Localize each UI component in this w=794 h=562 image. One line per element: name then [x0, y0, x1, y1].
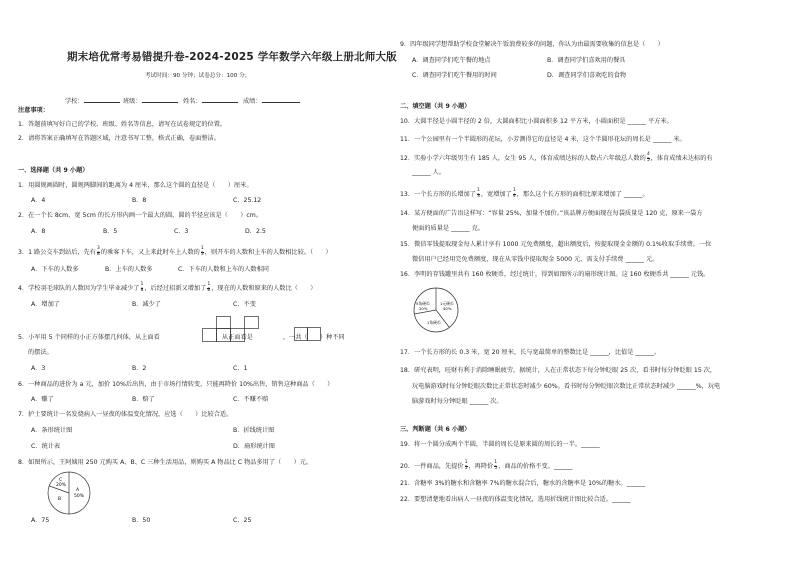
fraction: $\frac{1}{3}$	[476, 188, 480, 199]
notes-heading: 注意事项：	[18, 107, 49, 114]
right-column	[398, 0, 794, 562]
fraction: $\frac{1}{5}$	[464, 460, 468, 471]
option: D．扇形统计图	[233, 443, 275, 450]
option: A．增加了	[31, 301, 60, 308]
option: A．条形统计图	[31, 427, 73, 434]
question-text: 便面的质量是 ______ 克。	[412, 225, 484, 232]
option: A．75	[31, 517, 50, 524]
option: C．1	[233, 365, 248, 372]
option: B．上车的人数多	[105, 266, 153, 273]
pie-label-one-yuan: 1元硬币	[440, 301, 454, 306]
question-text: 11．一个公园里有一个半圆形的花坛，小芳测得它的直径是 4 米，这个半圆形花坛的周长是 ______ 米。	[400, 136, 686, 143]
option: C．25	[233, 517, 252, 524]
question-text: ______ 人。	[412, 169, 445, 176]
pie-chart-q8	[46, 470, 92, 516]
exam-meta: 考试时间：90 分钟；试卷总分：100 分；	[145, 73, 251, 79]
option: C．调查同学们吃午餐用的时间	[412, 72, 497, 79]
pie-label-five-jiao: 5角硬币	[416, 301, 430, 306]
option: B．50	[132, 517, 151, 524]
pie-label-c-pct: 20%	[56, 483, 67, 488]
option: C．25.12	[233, 197, 262, 204]
field-score: 成绩：	[243, 96, 300, 106]
question-text: 19．将一个圆分成两个半圆，半圆的周长是原来圆的周长的一半。______	[400, 441, 600, 448]
option: B．8	[132, 197, 147, 204]
question-text: 10．大圆半径是小圆半径的 2 倍，大圆面积比小圆面积多 12 平方米，小圆面积是 ______ 平方米。	[400, 118, 673, 125]
fraction: $\frac{3}{8}$	[96, 246, 100, 257]
question-text: 脑游戏时每分钟眨眼 ______ 次。	[412, 398, 503, 405]
question-text: 的摆法。	[28, 349, 53, 356]
option: C．3	[174, 228, 189, 235]
question-text: 20．一件商品，先提价 $\frac{1}{5}$ ，再降价 $\frac{1}{5}$ ，商品的价格不变。______	[400, 460, 573, 471]
question-text: 6．一种商品的进价为 a 元，加价 10%后出售，由于市场行情转变，只能再降价 10%出售，销售这种商品（ ）	[18, 381, 334, 388]
question-text: 12．实验小学六年级男生有 185 人，女生 95 人，体育成绩达标的人数占六年级总人数的 $\frac{4}{5}$ ，体育成绩未达标的有	[400, 152, 713, 163]
option: B．2	[132, 365, 147, 372]
option: A．调查同学们吃午餐的地点	[412, 57, 491, 64]
pie-label-a: A	[76, 488, 80, 493]
fraction: $\frac{1}{8}$	[207, 282, 211, 293]
option: C．统计表	[31, 443, 61, 450]
pie-label-a-pct: 50%	[74, 494, 85, 499]
option: C．不变	[233, 301, 256, 308]
fraction: $\frac{1}{8}$	[140, 282, 144, 293]
front-view-figure	[294, 327, 322, 341]
question-text: 14．某方便面的广告语这样写：“容量 25%，加量不加价。”该品牌方便面现在每袋质量是 120 克，原来一袋方	[400, 210, 703, 217]
field-name: 姓名：	[183, 96, 238, 106]
option: C．不赚不赔	[233, 396, 269, 403]
fraction: $\frac{4}{5}$	[646, 152, 650, 163]
question-text: 9．四年级同学想帮助学校食堂解决午饭浪费较多的问题，你认为由最需要收集的信息是（ ）	[400, 41, 664, 48]
option: A．3	[31, 365, 46, 372]
question-text: 22．要想清楚地看出病人一昼夜的体温变化情况，选用折线统计图比较合适。______	[400, 496, 631, 503]
pie-label-one-jiao: 1角硬币	[427, 320, 441, 325]
question-text: 4．学校羽毛球队的人数因为学生毕业减少了 $\frac{1}{8}$ ，后经过招新又增加了 $\frac{1}{8}$ ，现在的人数和原来的人数比（ ）	[18, 282, 317, 293]
option: A．赚了	[31, 396, 54, 403]
pie-chart-q16	[412, 286, 460, 334]
left-column	[0, 0, 395, 562]
question-text: 13．一个长方形的长增加了 $\frac{1}{3}$ ，宽增加了 $\frac{1}{4}$ ，那么这个长方形的面积比原来增加了 ______。	[400, 188, 649, 199]
question-text: 玩电脑游戏时每分钟眨眼次数比正常状态时减少 60%。看书时每分钟眨眼次数比正常状态时减少 ______%，玩电	[412, 383, 721, 390]
field-school: 学校：	[65, 96, 120, 106]
field-class: 班级：	[123, 96, 178, 106]
question-text: 5．小军用 5 个同样的小正方体摆几何体，从上面看 ，从正面看是 ，一共（ ）种不同	[18, 334, 345, 341]
question-text: 7．护士要统计一名发烧病人一昼夜的体温变化情况，应选（ ）比较合适。	[18, 411, 233, 418]
option: B．折线统计图	[233, 427, 275, 434]
pie-label-c: C	[59, 478, 63, 483]
option: A．4	[31, 197, 46, 204]
option: A．8	[31, 228, 46, 235]
option: B．赔了	[132, 396, 155, 403]
option: B．减少了	[132, 301, 161, 308]
question-text: 15．微信零钱提取现金每人累计享有 1000 元免费额度，超出额度后，按提取现金金额的 0.1%收取手续费。一位	[400, 241, 712, 248]
question-text: 18．研究表明，旺财有利于消除睡眠疲劳，据统计，人在正常状态下每分钟眨眼 25 次，看书时每分钟眨眼 15 次，	[400, 367, 717, 374]
option: A．下车的人数多	[31, 266, 79, 273]
fraction: $\frac{1}{5}$	[494, 460, 498, 471]
question-text: 3．1 路公交车到站后，先有 $\frac{3}{8}$ 的乘客下车，又上来此时车上人数的 $\frac{1}{3}$ ，则开车的人数和上车的人数相比较。（ ）	[18, 246, 332, 257]
section-heading-judge: 三、判断题（共 6 小题）	[400, 426, 471, 433]
notes-item: 2．请将答案正确填写在答题区域，注意书写工整，格式正确，卷面整洁。	[18, 135, 220, 142]
question-text: 16．李明的存钱罐里共有 160 枚硬币，经过统计，得到如图所示的扇形统计图。这 160 枚硬币共 ______ 元钱。	[400, 271, 710, 278]
notes-item: 1．答题前填写好自己的学校、班级、姓名等信息，请写在试卷规定的位置。	[18, 121, 227, 128]
fraction: $\frac{1}{3}$	[200, 246, 204, 257]
exam-title: 期末培优常考易错提升卷-2024-2025 学年数学六年级上册北师大版	[67, 51, 397, 63]
section-heading-choice: 一、选择题（共 9 小题）	[18, 167, 89, 174]
top-view-figure	[202, 316, 260, 342]
question-text: 8．如图所示，王阿姨用 250 元购买 A、B、C 三种生活用品，则购买 A 物品比 C 物品多用了（ ）元。	[18, 459, 313, 466]
question-text: 1．用圆规画圆时，圆规两脚间的距离为 4 厘米，那么这个圆的直径是（ ）厘米。	[18, 182, 253, 189]
option: D．2.5	[245, 228, 266, 235]
pie-label-one-pct: 40%	[443, 306, 452, 311]
option: D．调查同学们喜欢吃的食物	[547, 72, 627, 79]
question-text: 2．在一个长 8cm、宽 5cm 的长方形内画一个最大的圆，圆的半径应该是（ ）cm。	[18, 212, 262, 219]
option: B．调查同学们喜欢用的餐具	[547, 57, 626, 64]
section-heading-fill: 二、填空题（共 9 小题）	[400, 103, 471, 110]
fraction: $\frac{1}{4}$	[512, 188, 516, 199]
question-text: 微信用户已经用完免费额度，现在从零钱中提取现金 5000 元，需支付手续费 ______ 元。	[412, 256, 659, 263]
option: C．下车的人数和上车的人数相同	[178, 266, 269, 273]
pie-label-b: B	[58, 497, 62, 502]
option: B．5	[103, 228, 118, 235]
question-text: 17．一个长方形的长 0.3 米，宽 20 厘米，长与宽最简单的整数比是 ______，比值是 ______。	[400, 349, 661, 356]
question-text: 21．含糖率 3%的糖水和含糖率 7%的糖水混合后，糖水的含糖率是 10%的糖水。______	[400, 480, 646, 487]
pie-label-five-pct: 20%	[419, 306, 428, 311]
